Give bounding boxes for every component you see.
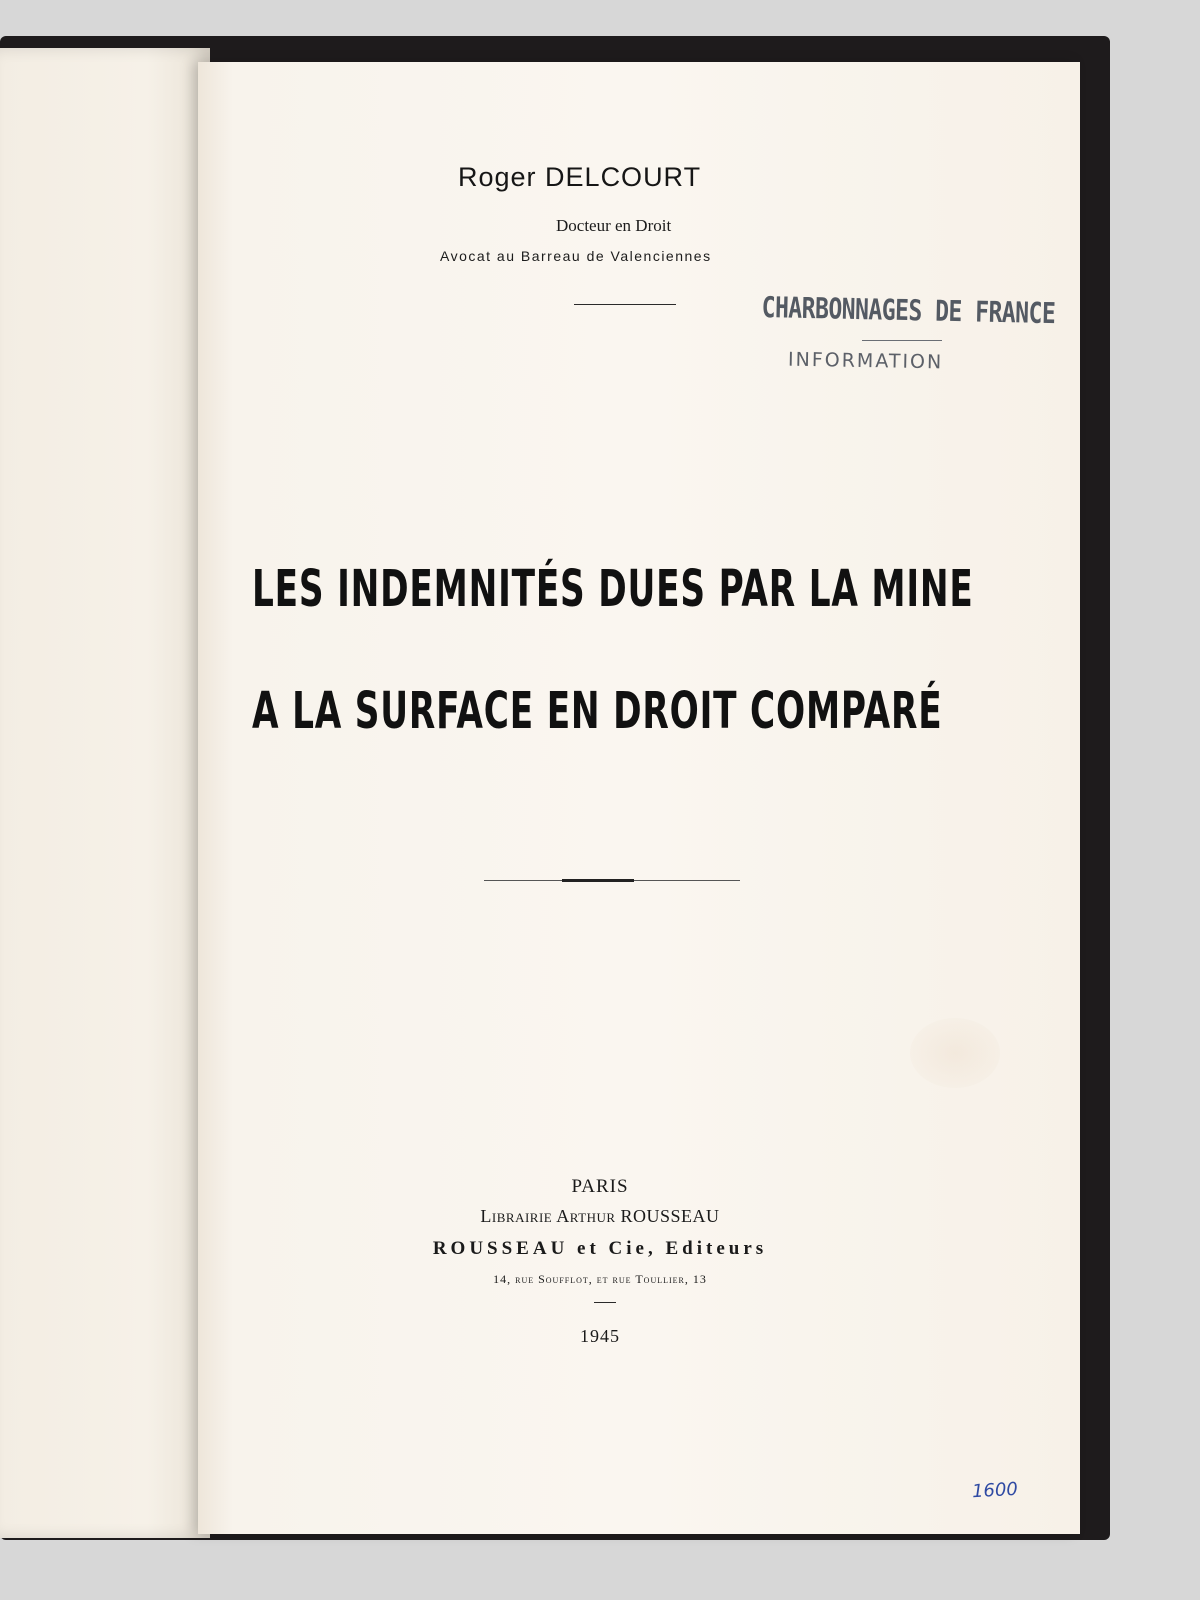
author-position: Avocat au Barreau de Valenciennes xyxy=(440,248,712,264)
divider-ornament-center xyxy=(562,879,634,882)
title-page xyxy=(198,62,1080,1534)
title-line-2: A LA SURFACE EN DROIT COMPARÉ xyxy=(252,682,943,741)
publisher-editors: ROUSSEAU et Cie, Editeurs xyxy=(432,1238,768,1259)
publisher-address: 14, rue Soufflot, et rue Toullier, 13 xyxy=(493,1272,707,1286)
paper-stain xyxy=(910,1018,1000,1088)
inventory-number: 1600 xyxy=(971,1478,1019,1503)
left-page xyxy=(0,48,210,1538)
stamp-organization: CHARBONNAGES DE FRANCE xyxy=(761,292,1056,331)
stamp-department: INFORMATION xyxy=(787,348,944,374)
title-line-1: LES INDEMNITÉS DUES PAR LA MINE xyxy=(252,560,974,619)
divider-small xyxy=(594,1302,616,1303)
author-degree: Docteur en Droit xyxy=(556,216,672,235)
divider-top xyxy=(574,304,676,305)
author-name: Roger DELCOURT xyxy=(458,162,702,192)
publisher-city: PARIS xyxy=(571,1176,629,1197)
stamp-divider xyxy=(862,340,942,341)
publication-year: 1945 xyxy=(580,1326,620,1346)
publisher-library: Librairie Arthur ROUSSEAU xyxy=(480,1206,720,1226)
